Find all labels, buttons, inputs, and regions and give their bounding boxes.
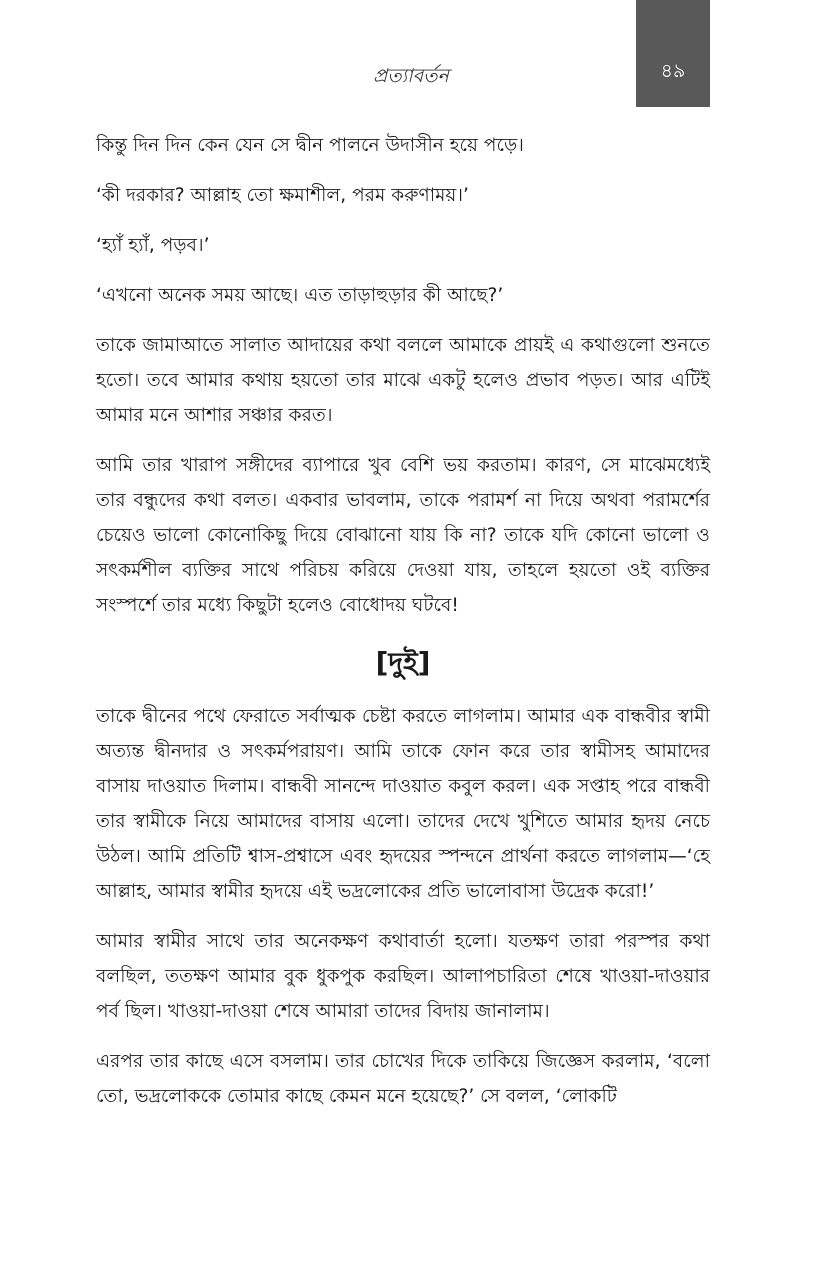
running-title: প্রত্যাবর্তন: [373, 65, 449, 87]
paragraph: ‘হ্যাঁ হ্যাঁ, পড়ব।’: [96, 235, 210, 256]
paragraph: এরপর তার কাছে এসে বসলাম। তার চোখের দিকে তাকিয়ে জিজ্ঞেস করলাম, ‘বলো তো, ভদ্রলোককে তোমার কাছে কেমন মনে হয়েছে?’ সে বলল, ‘লোকটি: [96, 1051, 710, 1107]
page-body: [96, 128, 710, 1129]
paragraph: ‘কী দরকার? আল্লাহ তো ক্ষমাশীল, পরম করুণাময়।’: [96, 185, 469, 206]
paragraph: ‘এখনো অনেক সময় আছে। এত তাড়াহুড়ার কী আছে?’: [96, 285, 504, 306]
paragraph: তাকে দ্বীনের পথে ফেরাতে সর্বাত্মক চেষ্টা করতে লাগলাম। আমার এক বান্ধবীর স্বামী অত্যন্ত দ্বীনদার ও সৎকর্মপরায়ণ। আমি তাকে ফোন করে তার স্বামীসহ আমাদের বাসায় দাওয়াত দিলাম। বান্ধবী সানন্দে দাওয়াত কবুল করল। এক সপ্তাহ পরে বান্ধবী তার স্বামীকে নিয়ে আমাদের বাসায় এলো। তাদের দেখে খুশিতে আমার হৃদয় নেচে উঠল। আমি প্রতিটি শ্বাস-প্রশ্বাসে এবং হৃদয়ের স্পন্দনে প্রার্থনা করতে লাগলাম—‘হে আল্লাহ, আমার স্বামীর হৃদয়ে এই ভদ্রলোকের প্রতি ভালোবাসা উদ্রেক করো!’: [96, 706, 710, 902]
paragraph: কিন্তু দিন দিন কেন যেন সে দ্বীন পালনে উদাসীন হয়ে পড়ে।: [96, 135, 524, 156]
section-heading: [দুই]: [375, 646, 431, 679]
paragraph: তাকে জামাআতে সালাত আদায়ের কথা বললে আমাকে প্রায়ই এ কথাগুলো শুনতে হতো। তবে আমার কথায় হয়তো তার মাঝে একটু হলেও প্রভাব পড়ত। আর এটিই আমার মনে আশার সঞ্চার করত।: [96, 335, 710, 426]
page-number-tab: [636, 0, 710, 107]
paragraph: আমি তার খারাপ সঙ্গীদের ব্যাপারে খুব বেশি ভয় করতাম। কারণ, সে মাঝেমধ্যেই তার বন্ধুদের কথা বলত। একবার ভাবলাম, তাকে পরামর্শ না দিয়ে অথবা পরামর্শের চেয়েও ভালো কোনোকিছু দিয়ে বোঝানো যায় কি না? তাকে যদি কোনো ভালো ও সৎকর্মশীল ব্যক্তির সাথে পরিচয় করিয়ে দেওয়া যায়, তাহলে হয়তো ওই ব্যক্তির সংস্পর্শে তার মধ্যে কিছুটা হলেও বোধোদয় ঘটবে!: [96, 455, 710, 616]
page-number: ৪৯: [660, 60, 686, 82]
paragraph: আমার স্বামীর সাথে তার অনেকক্ষণ কথাবার্তা হলো। যতক্ষণ তারা পরস্পর কথা বলছিল, ততক্ষণ আমার বুক ধুকপুক করছিল। আলাপচারিতা শেষে খাওয়া-দাওয়ার পর্ব ছিল। খাওয়া-দাওয়া শেষে আমারা তাদের বিদায় জানালাম।: [96, 931, 710, 1022]
